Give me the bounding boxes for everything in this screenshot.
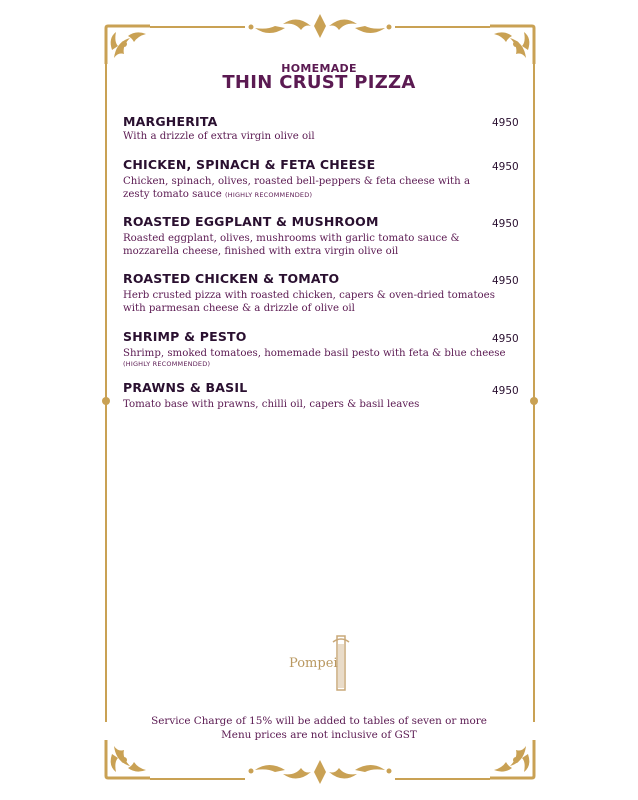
item-description — [123, 175, 493, 202]
recommended-note: (HIGHLY RECOMMENDED) — [225, 191, 313, 199]
left-side-dot — [101, 396, 111, 406]
item-description — [123, 232, 493, 258]
item-description-line: Chicken, spinach, olives, roasted bell-peppers & feta cheese with a — [123, 176, 471, 187]
item-description-line: Roasted eggplant, olives, mushrooms with garlic tomato sauce & — [123, 233, 460, 244]
corner-ornament-bottom-right-icon — [488, 738, 536, 780]
item-price: 4950 — [492, 161, 519, 173]
corner-ornament-bottom-left-icon — [104, 738, 152, 780]
corner-ornament-top-right-icon — [488, 24, 536, 66]
item-price: 4950 — [492, 333, 519, 345]
item-description-line: mozzarella cheese, finished with extra virgin olive oil — [123, 246, 399, 257]
footer — [0, 714, 638, 742]
item-description-line: Herb crusted pizza with roasted chicken, capers & oven-dried tomatoes — [123, 290, 495, 301]
right-side-dot — [529, 396, 539, 406]
menu-title: THIN CRUST PIZZA — [222, 72, 416, 93]
frame-top-right-line — [395, 26, 490, 28]
item-description — [123, 347, 506, 368]
item-name: SHRIMP & PESTO — [123, 329, 247, 344]
bottom-center-ornament-icon — [245, 756, 395, 786]
item-description — [123, 289, 493, 315]
item-description-line: Tomato base with prawns, chilli oil, capers & basil leaves — [123, 399, 420, 410]
frame-top-left-line — [150, 26, 245, 28]
item-description — [123, 130, 493, 143]
corner-ornament-top-left-icon — [104, 24, 152, 66]
item-name: MARGHERITA — [123, 114, 218, 129]
gst-note: Menu prices are not inclusive of GST — [221, 729, 417, 741]
logo-text: Pompei — [289, 656, 338, 671]
item-name: ROASTED CHICKEN & TOMATO — [123, 271, 340, 286]
top-center-ornament-icon — [245, 12, 395, 42]
service-charge-note: Service Charge of 15% will be added to tables of seven or more — [151, 715, 487, 727]
item-description — [123, 398, 493, 411]
frame-right-line — [533, 62, 535, 722]
item-price: 4950 — [492, 218, 519, 230]
item-price: 4950 — [492, 385, 519, 397]
frame-bottom-left-line — [150, 778, 245, 780]
pompei-logo — [287, 634, 357, 694]
item-price: 4950 — [492, 117, 519, 129]
item-name: PRAWNS & BASIL — [123, 380, 248, 395]
recommended-note: (HIGHLY RECOMMENDED) — [123, 360, 211, 368]
item-name: ROASTED EGGPLANT & MUSHROOM — [123, 214, 379, 229]
item-name: CHICKEN, SPINACH & FETA CHEESE — [123, 157, 376, 172]
item-price: 4950 — [492, 275, 519, 287]
item-description-line: with parmesan cheese & a drizzle of olive oil — [123, 303, 355, 314]
item-description-line: zesty tomato sauce — [123, 189, 222, 200]
frame-left-line — [105, 62, 107, 722]
menu-subtitle: HOMEMADE — [281, 62, 357, 75]
item-description-line: With a drizzle of extra virgin olive oil — [123, 131, 315, 142]
item-description-line: Shrimp, smoked tomatoes, homemade basil pesto with feta & blue cheese — [123, 348, 506, 359]
frame-bottom-right-line — [395, 778, 490, 780]
